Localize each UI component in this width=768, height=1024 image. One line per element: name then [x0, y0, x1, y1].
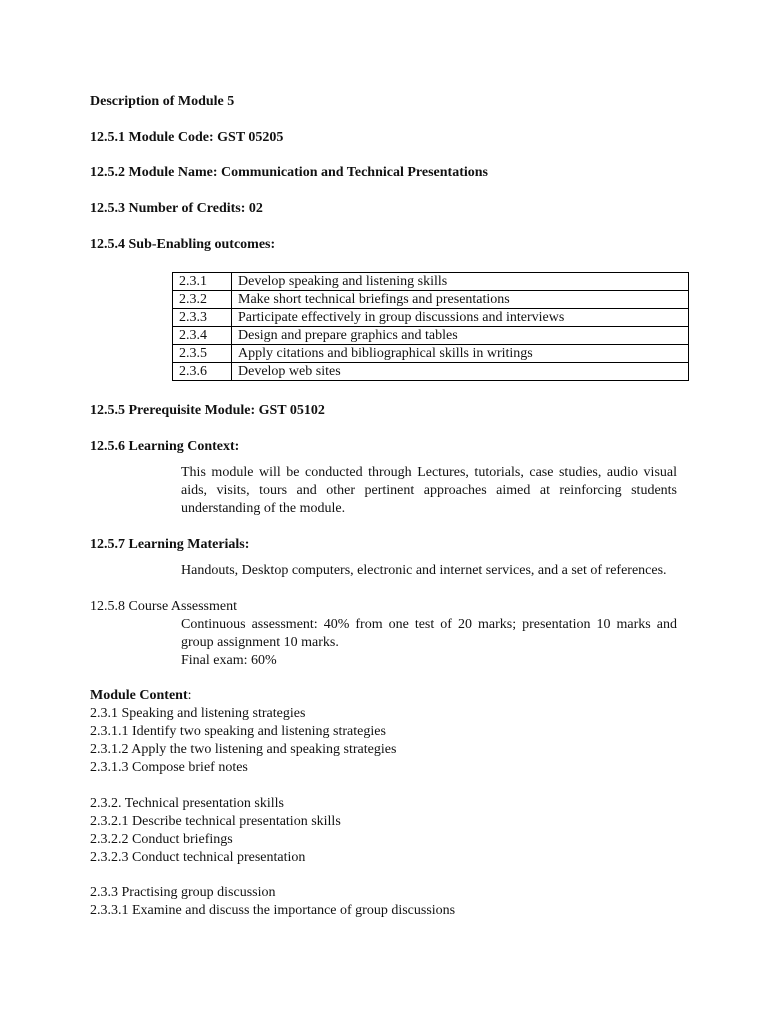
document-heading: Description of Module 5: [90, 94, 235, 109]
outcomes-table: [172, 272, 689, 381]
course-assessment-title: 12.5.8 Course Assessment: [90, 599, 237, 614]
list-item: 2.3.2.3 Conduct technical presentation: [90, 850, 306, 865]
module-content-colon: :: [187, 688, 192, 703]
content-list-speaking: [90, 705, 396, 777]
table-row: [173, 345, 689, 363]
module-code: 12.5.1 Module Code: GST 05205: [90, 130, 284, 145]
outcome-code: 2.3.4: [173, 327, 232, 345]
outcome-text: Develop speaking and listening skills: [232, 273, 689, 291]
content-list-presentation: [90, 795, 341, 867]
final-exam: Final exam: 60%: [181, 653, 277, 668]
outcome-code: 2.3.1: [173, 273, 232, 291]
list-item: 2.3.1.2 Apply the two listening and speaking strategies: [90, 742, 397, 757]
module-content-title: Module Content: [90, 688, 188, 703]
outcome-text: Design and prepare graphics and tables: [232, 327, 689, 345]
content-list-group-discussion: [90, 884, 455, 920]
learning-materials-title: 12.5.7 Learning Materials:: [90, 537, 250, 552]
module-name: 12.5.2 Module Name: Communication and Technical Presentations: [90, 165, 488, 180]
learning-context-text: This module will be conducted through Lectures, tutorials, case studies, audio visual aids, visits, tours and other pertinent approaches aimed at reinforcing students understanding of the module.: [181, 465, 677, 516]
table-row: [173, 309, 689, 327]
outcome-text: Apply citations and bibliographical skills in writings: [232, 345, 689, 363]
table-row: [173, 327, 689, 345]
list-item: 2.3.1 Speaking and listening strategies: [90, 706, 306, 721]
list-item: 2.3.1.1 Identify two speaking and listening strategies: [90, 724, 386, 739]
outcome-text: Participate effectively in group discussions and interviews: [232, 309, 689, 327]
number-of-credits: 12.5.3 Number of Credits: 02: [90, 201, 263, 216]
sub-enabling-outcomes-title: 12.5.4 Sub-Enabling outcomes:: [90, 237, 276, 252]
outcome-text: Develop web sites: [232, 363, 689, 381]
table-row: [173, 273, 689, 291]
outcome-code: 2.3.6: [173, 363, 232, 381]
outcome-code: 2.3.3: [173, 309, 232, 327]
course-assessment-text: Continuous assessment: 40% from one test of 20 marks; presentation 10 marks and group assignment 10 marks.: [181, 617, 677, 650]
table-row: [173, 291, 689, 309]
learning-context-title: 12.5.6 Learning Context:: [90, 439, 240, 454]
list-item: 2.3.3 Practising group discussion: [90, 885, 276, 900]
list-item: 2.3.1.3 Compose brief notes: [90, 760, 248, 775]
list-item: 2.3.2.2 Conduct briefings: [90, 832, 233, 847]
list-item: 2.3.2.1 Describe technical presentation skills: [90, 814, 341, 829]
module-content-heading: [90, 687, 192, 705]
outcome-text: Make short technical briefings and presentations: [232, 291, 689, 309]
learning-materials-text: Handouts, Desktop computers, electronic and internet services, and a set of references.: [181, 563, 667, 578]
outcome-code: 2.3.2: [173, 291, 232, 309]
list-item: 2.3.2. Technical presentation skills: [90, 796, 284, 811]
table-row: [173, 363, 689, 381]
list-item: 2.3.3.1 Examine and discuss the importance of group discussions: [90, 903, 456, 918]
outcome-code: 2.3.5: [173, 345, 232, 363]
prerequisite-module: 12.5.5 Prerequisite Module: GST 05102: [90, 403, 325, 418]
